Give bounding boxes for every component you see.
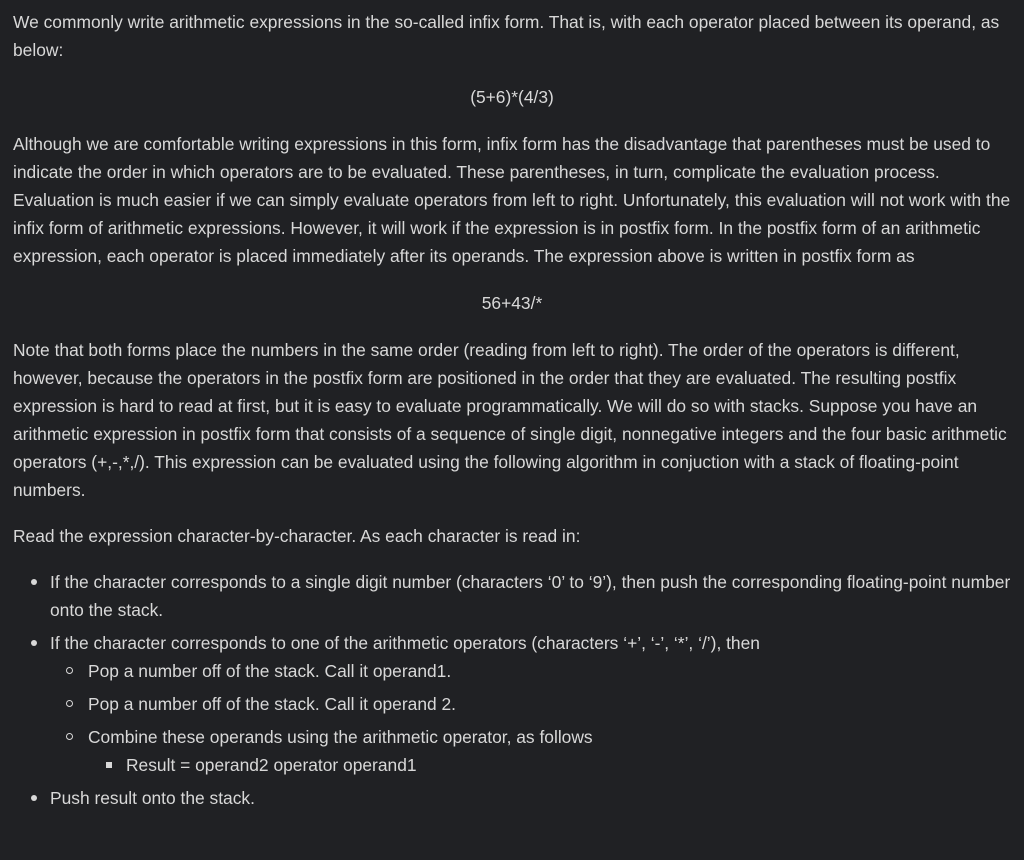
- operator-substeps-list: [50, 657, 1011, 779]
- push-step-text: Push result onto the stack.: [50, 788, 255, 808]
- infix-formula: (5+6)*(4/3): [470, 87, 554, 107]
- postfix-explanation-paragraph: Although we are comfortable writing expressions in this form, infix form has the disadvantage that parentheses must be used to indicate the order in which operators are to be evaluated. These parentheses, in turn, complicate the evaluation process. Evaluation is much easier if we can simply evaluate operators from left to right. Unfortunately, this evaluation will not work with the infix form of arithmetic expressions. However, it will work if the expression is in postfix form. In the postfix form of an arithmetic expression, each operator is placed immediately after its operands. The expression above is written in postfix form as: [13, 134, 1011, 266]
- note-paragraph: Note that both forms place the numbers in the same order (reading from left to right). The order of the operators is different, however, because the operators in the postfix form are positioned in the order that they are evaluated. The resulting postfix expression is hard to read at first, but it is easy to evaluate programmatically. We will do so with stacks. Suppose you have an arithmetic expression in postfix form that consists of a sequence of single digit, nonnegative integers and the four basic arithmetic operators (+,-,*,/). This expression can be evaluated using the following algorithm in conjuction with a stack of floating-point numbers.: [13, 340, 1007, 500]
- substep-pop-operand1-text: Pop a number off of the stack. Call it operand1.: [88, 661, 452, 681]
- list-item-digit-step: [13, 568, 1011, 624]
- result-rule-item: [88, 751, 1011, 779]
- operator-step-text: If the character corresponds to one of the arithmetic operators (characters ‘+’, ‘-’, ‘*’, ‘/’), then: [50, 633, 760, 653]
- substep-combine: [50, 723, 1011, 779]
- substep-pop-operand2-text: Pop a number off of the stack. Call it operand 2.: [88, 694, 456, 714]
- result-rule-text: Result = operand2 operator operand1: [126, 755, 417, 775]
- list-item-push-step: [13, 784, 1011, 812]
- substep-pop-operand2: [50, 690, 1011, 718]
- digit-step-text: If the character corresponds to a single digit number (characters ‘0’ to ‘9’), then push the corresponding floating-point number onto the stack.: [50, 572, 1011, 620]
- postfix-formula: 56+43/*: [481, 293, 543, 313]
- algorithm-list: [13, 568, 1011, 812]
- combine-rule-list: [88, 751, 1011, 779]
- read-instruction-paragraph: Read the expression character-by-character. As each character is read in:: [13, 526, 581, 546]
- substep-pop-operand1: [50, 657, 1011, 685]
- substep-combine-text: Combine these operands using the arithmetic operator, as follows: [88, 727, 593, 747]
- intro-paragraph: We commonly write arithmetic expressions in the so-called infix form. That is, with each operator placed between its operand, as below:: [13, 12, 1000, 60]
- list-item-operator-step: [13, 629, 1011, 779]
